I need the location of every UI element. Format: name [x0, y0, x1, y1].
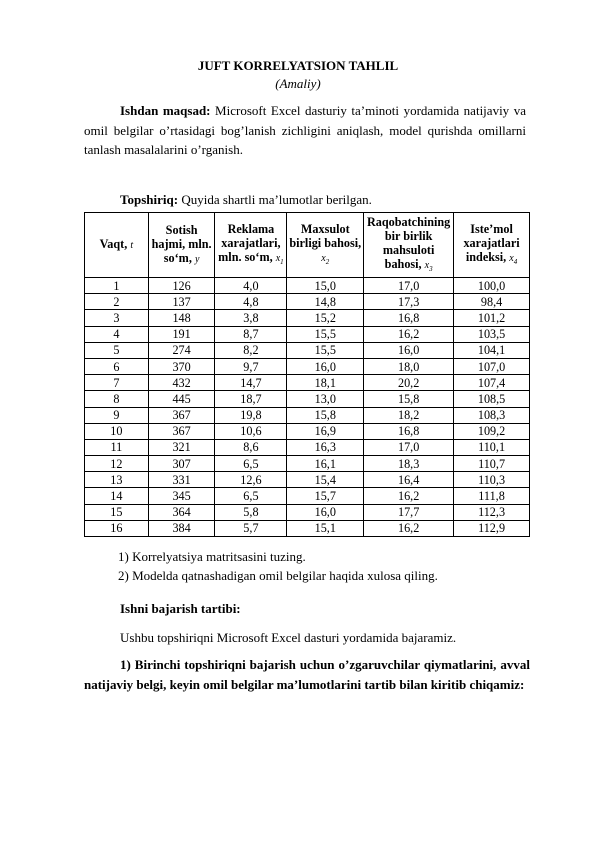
table-cell: 17,0 [364, 278, 454, 294]
table-cell: 15 [85, 504, 149, 520]
table-cell: 5,7 [215, 520, 287, 536]
column-variable: y [194, 254, 200, 265]
column-header-label: Raqobatchining bir birlik mahsuloti bahosi, [366, 214, 451, 271]
table-row [85, 504, 530, 520]
table-cell: 16,2 [364, 520, 454, 536]
table-cell: 107,4 [454, 375, 530, 391]
table-cell: 274 [148, 342, 215, 358]
table-cell: 19,8 [215, 407, 287, 423]
table-cell: 364 [148, 504, 215, 520]
table-cell: 16,0 [287, 358, 364, 374]
table-row [85, 326, 530, 342]
table-row [85, 456, 530, 472]
goal-label: Ishdan maqsad: [120, 103, 211, 118]
column-variable: $x_3$ [424, 259, 433, 273]
table-cell: 345 [148, 488, 215, 504]
table-cell: 148 [148, 310, 215, 326]
table-cell: 15,4 [287, 472, 364, 488]
table-cell: 15,7 [287, 488, 364, 504]
column-header-label: Vaqt, [99, 237, 131, 251]
table-cell: 15,2 [287, 310, 364, 326]
table-cell: 18,7 [215, 391, 287, 407]
task-paragraph [84, 190, 526, 210]
column-variable: $x_4$ [509, 252, 518, 266]
table-cell: 307 [148, 456, 215, 472]
table-cell: 16,8 [364, 310, 454, 326]
page-subtitle: (Amaliy) [275, 76, 321, 91]
table-cell: 331 [148, 472, 215, 488]
table-cell: 107,0 [454, 358, 530, 374]
table-cell: 370 [148, 358, 215, 374]
table-cell: 108,3 [454, 407, 530, 423]
table-cell: 137 [148, 294, 215, 310]
table-cell: 18,2 [364, 407, 454, 423]
column-header [215, 213, 287, 278]
table-cell: 12 [85, 456, 149, 472]
table-cell: 17,7 [364, 504, 454, 520]
table-cell: 14,7 [215, 375, 287, 391]
table-cell: 109,2 [454, 423, 530, 439]
table-cell: 367 [148, 423, 215, 439]
table-cell: 16,2 [364, 326, 454, 342]
table-body [85, 278, 530, 537]
table-cell: 18,0 [364, 358, 454, 374]
table-cell: 15,5 [287, 326, 364, 342]
table-cell: 108,5 [454, 391, 530, 407]
table-cell: 16,0 [364, 342, 454, 358]
column-header [148, 213, 215, 278]
table-cell: 17,0 [364, 439, 454, 455]
table-row [85, 391, 530, 407]
table-cell: 8,6 [215, 439, 287, 455]
table-cell: 16,0 [287, 504, 364, 520]
list-item: 1) Korrelyatsiya matritsasini tuzing. [118, 549, 306, 564]
column-header-label: Reklama xarajatlari, mln. so‘m, [218, 221, 281, 264]
table-cell: 110,7 [454, 456, 530, 472]
table-cell: 4 [85, 326, 149, 342]
table-row [85, 375, 530, 391]
table-cell: 367 [148, 407, 215, 423]
table-cell: 6 [85, 358, 149, 374]
table-cell: 15,8 [287, 407, 364, 423]
table-cell: 15,1 [287, 520, 364, 536]
table-cell: 16,2 [364, 488, 454, 504]
table-cell: 103,5 [454, 326, 530, 342]
table-cell: 11 [85, 439, 149, 455]
table-cell: 112,3 [454, 504, 530, 520]
table-cell: 3 [85, 310, 149, 326]
table-row [85, 358, 530, 374]
table-cell: 14,8 [287, 294, 364, 310]
table-cell: 126 [148, 278, 215, 294]
table-cell: 13 [85, 472, 149, 488]
table-cell: 98,4 [454, 294, 530, 310]
task-label: Topshiriq: [120, 192, 179, 207]
table-cell: 3,8 [215, 310, 287, 326]
table-cell: 112,9 [454, 520, 530, 536]
procedure-heading: Ishni bajarish tartibi: [120, 601, 241, 616]
table-cell: 13,0 [287, 391, 364, 407]
table-row [85, 423, 530, 439]
step-1-paragraph: 1) Birinchi topshiriqni bajarish uchun o’zgaruvchilar qiymatlarini, avval natijaviy belgi, keyin omil belgilar ma’lumotlarini tartib bilan kiritib chiqamiz: [84, 657, 530, 692]
table-cell: 445 [148, 391, 215, 407]
table-cell: 15,5 [287, 342, 364, 358]
table-cell: 1 [85, 278, 149, 294]
table-cell: 5,8 [215, 504, 287, 520]
procedure-line: Ushbu topshiriqni Microsoft Excel dasturi yordamida bajaramiz. [120, 630, 457, 645]
table-cell: 16,1 [287, 456, 364, 472]
table-cell: 18,3 [364, 456, 454, 472]
table-cell: 321 [148, 439, 215, 455]
table-cell: 20,2 [364, 375, 454, 391]
table-cell: 101,2 [454, 310, 530, 326]
table-cell: 110,1 [454, 439, 530, 455]
table-cell: 111,8 [454, 488, 530, 504]
table-cell: 8,7 [215, 326, 287, 342]
table-cell: 16,3 [287, 439, 364, 455]
column-variable: t [130, 240, 134, 251]
table-cell: 7 [85, 375, 149, 391]
column-variable: $x_1$ [275, 252, 284, 266]
table-cell: 8,2 [215, 342, 287, 358]
table-cell: 100,0 [454, 278, 530, 294]
table-cell: 17,3 [364, 294, 454, 310]
table-cell: 12,6 [215, 472, 287, 488]
table-row [85, 278, 530, 294]
table-cell: 8 [85, 391, 149, 407]
table-cell: 10 [85, 423, 149, 439]
table-cell: 15,0 [287, 278, 364, 294]
table-cell: 191 [148, 326, 215, 342]
page-title: JUFT KORRELYATSION TAHLIL [197, 58, 399, 73]
table-row [85, 472, 530, 488]
table-cell: 18,1 [287, 375, 364, 391]
table-cell: 9 [85, 407, 149, 423]
column-header [85, 213, 149, 278]
table-cell: 10,6 [215, 423, 287, 439]
table-cell: 14 [85, 488, 149, 504]
table-cell: 110,3 [454, 472, 530, 488]
table-row [85, 294, 530, 310]
table-cell: 4,8 [215, 294, 287, 310]
column-header-label: Maxsulot birligi bahosi, [289, 221, 362, 250]
table-cell: 16,4 [364, 472, 454, 488]
table-row [85, 310, 530, 326]
table-cell: 6,5 [215, 488, 287, 504]
table-row [85, 407, 530, 423]
table-cell: 6,5 [215, 456, 287, 472]
table-cell: 16,8 [364, 423, 454, 439]
table-row [85, 342, 530, 358]
table-cell: 2 [85, 294, 149, 310]
goal-text: Microsoft Excel dasturiy ta’minoti yordamida natijaviy va omil belgilar o’rtasidagi bog’lanish zichligini aniqlash, model qurishda omillarni tanlash masalalarini o’rganish. [84, 103, 526, 157]
table-cell: 4,0 [215, 278, 287, 294]
goal-paragraph [84, 101, 526, 160]
table-cell: 16 [85, 520, 149, 536]
task-text: Quyida shartli ma’lumotlar berilgan. [178, 192, 372, 207]
list-item: 2) Modelda qatnashadigan omil belgilar haqida xulosa qiling. [118, 568, 438, 583]
table-cell: 384 [148, 520, 215, 536]
table-row [85, 488, 530, 504]
column-header [364, 213, 454, 278]
table-cell: 15,8 [364, 391, 454, 407]
table-cell: 16,9 [287, 423, 364, 439]
table-row [85, 520, 530, 536]
table-cell: 9,7 [215, 358, 287, 374]
column-header [287, 213, 364, 278]
data-table [84, 212, 530, 537]
column-header-label: Sotish hajmi, mln. so‘m, [151, 223, 212, 265]
table-cell: 432 [148, 375, 215, 391]
table-cell: 104,1 [454, 342, 530, 358]
column-header-label: Iste’mol xarajatlari indeksi, [463, 221, 520, 264]
column-variable: $x_2$ [321, 252, 330, 266]
column-header [454, 213, 530, 278]
table-row [85, 439, 530, 455]
table-cell: 5 [85, 342, 149, 358]
table-header-row [85, 213, 530, 278]
